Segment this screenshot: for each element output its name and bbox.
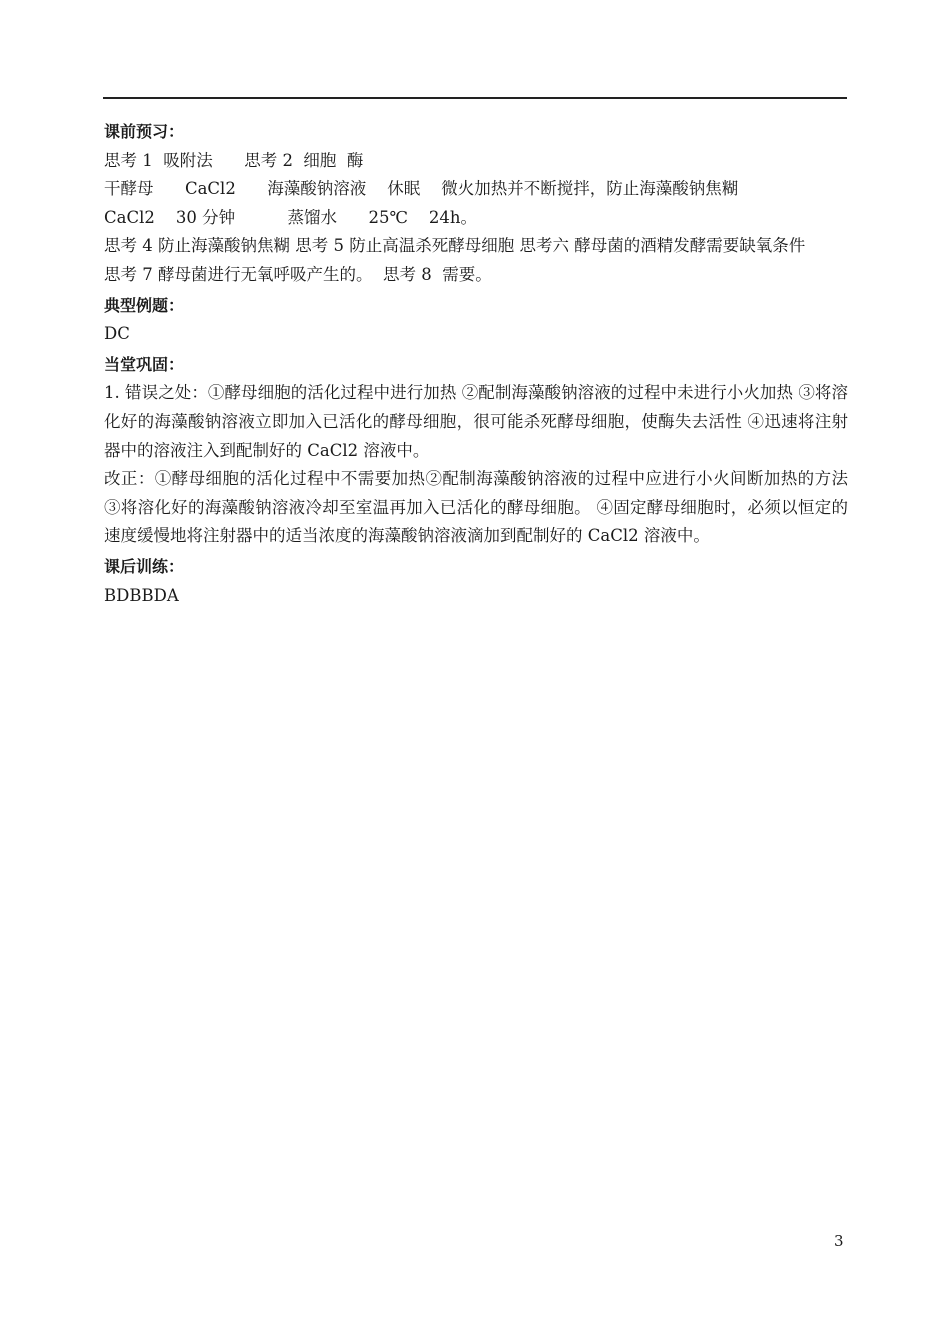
answer-key xyxy=(104,116,848,610)
header-rule xyxy=(103,97,847,99)
consolidation-errors: 1. 错误之处：①酵母细胞的活化过程中进行加热 ②配制海藻酸钠溶液的过程中未进行小火加热 ③将溶化好的海藻酸钠溶液立即加入已活化的酵母细胞，很可能杀死酵母细胞，使酶失去活性 ④迅速将注射器中的溶液注入到配制好的 CaCl2 溶液中。 xyxy=(104,383,848,460)
section-heading-consolidation: 当堂巩固： xyxy=(104,354,185,374)
examples-answer: DC xyxy=(104,324,130,344)
page-number: 3 xyxy=(834,1232,844,1250)
after-class-answer: BDBBDA xyxy=(104,585,179,605)
preview-line: 思考 1 吸附法 思考 2 细胞 酶 xyxy=(104,150,364,170)
section-heading-after-class: 课后训练： xyxy=(104,556,185,576)
preview-line: CaCl2 30 分钟 蒸馏水 25℃ 24h。 xyxy=(104,207,478,227)
section-heading-preview: 课前预习： xyxy=(104,122,185,141)
consolidation-corrections: 改正：①酵母细胞的活化过程中不需要加热②配制海藻酸钠溶液的过程中应进行小火间断加热的方法 ③将溶化好的海藻酸钠溶液冷却至室温再加入已活化的酵母细胞。 ④固定酵母细胞时，必须以恒定的速度缓慢地将注射器中的适当浓度的海藻酸钠溶液滴加到配制好的 CaCl2 溶液中。 xyxy=(104,469,848,546)
preview-line: 思考 4 防止海藻酸钠焦糊 思考 5 防止高温杀死酵母细胞 思考六 酵母菌的酒精发酵需要缺氧条件 xyxy=(104,236,806,256)
preview-line: 干酵母 CaCl2 海藻酸钠溶液 休眠 微火加热并不断搅拌，防止海藻酸钠焦糊 xyxy=(104,179,739,199)
section-heading-examples: 典型例题： xyxy=(104,295,185,315)
preview-line: 思考 7 酵母菌进行无氧呼吸产生的。 思考 8 需要。 xyxy=(104,264,492,284)
